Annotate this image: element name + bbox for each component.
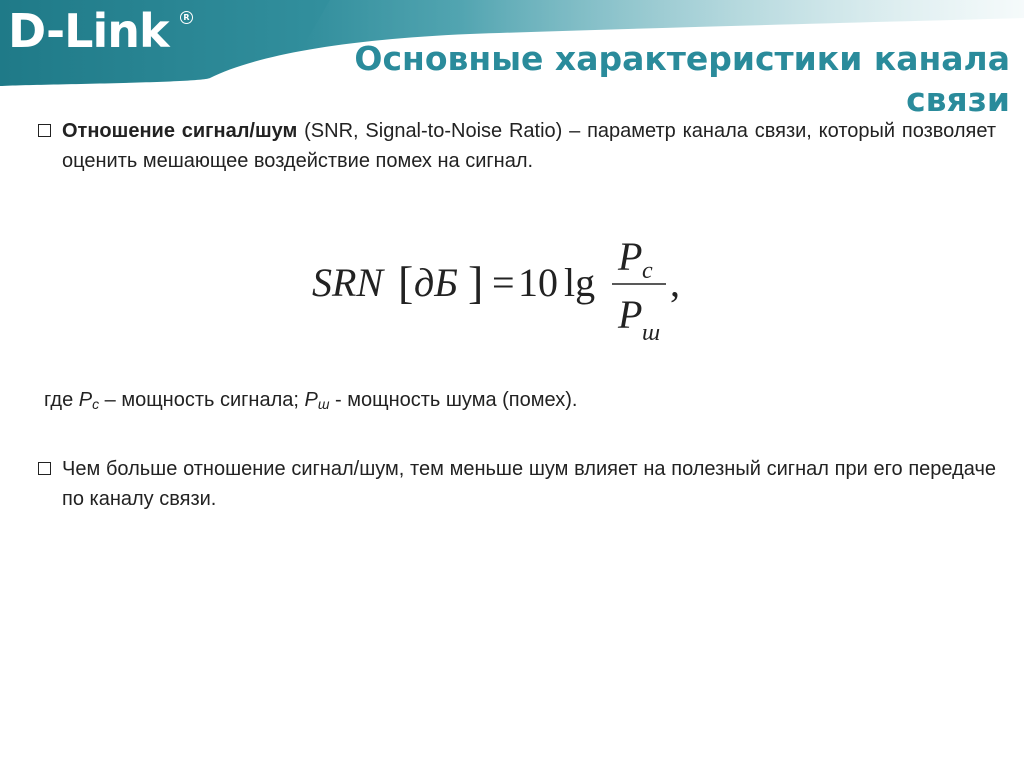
snr-formula xyxy=(312,232,712,352)
dlink-logo: D-Link xyxy=(8,4,169,58)
formula-comma: , xyxy=(670,260,680,305)
formula-equals: = xyxy=(492,260,515,305)
formula-func: lg xyxy=(564,260,596,305)
legend-pc-sub: с xyxy=(92,396,100,412)
slide-title: Основные характеристики канала связи xyxy=(354,39,1010,119)
bullet-text xyxy=(44,116,996,176)
checkbox-bullet-icon xyxy=(38,124,51,137)
legend-pn-desc: - мощность шума (помех). xyxy=(329,389,578,411)
formula-num-sub: с xyxy=(642,258,653,284)
legend-prefix: где xyxy=(44,389,79,411)
term-definition: (SNR, Signal-to-Noise Ratio) – параметр канала связи, который позволяет оценить мешающее воздействие помех на сигнал. xyxy=(62,120,996,172)
bullet-snr-definition xyxy=(44,116,996,176)
formula-num-var: P xyxy=(618,234,643,279)
formula-den-sub: ш xyxy=(642,320,661,346)
term-snr: Отношение сигнал/шум xyxy=(62,120,298,142)
registered-mark-icon: R xyxy=(180,11,193,24)
bullet-snr-effect xyxy=(44,454,996,514)
formula-unit: дБ xyxy=(414,260,458,305)
formula-rbracket: ] xyxy=(468,257,484,308)
formula-lhs: SRN xyxy=(312,260,384,305)
legend-pc-var: P xyxy=(78,389,93,411)
formula-lbracket: [ xyxy=(398,257,414,308)
bullet-text: Чем больше отношение сигнал/шум, тем меньше шум влияет на полезный сигнал при его передаче по каналу связи. xyxy=(62,458,996,510)
formula-legend xyxy=(44,386,577,418)
checkbox-bullet-icon xyxy=(38,462,51,475)
legend-pn-var: P xyxy=(304,389,318,411)
legend-pc-desc: – мощность сигнала; xyxy=(99,389,305,411)
formula-coef: 10 xyxy=(518,260,558,305)
legend-pn-sub: ш xyxy=(317,396,330,412)
formula-den-var: P xyxy=(618,292,643,337)
